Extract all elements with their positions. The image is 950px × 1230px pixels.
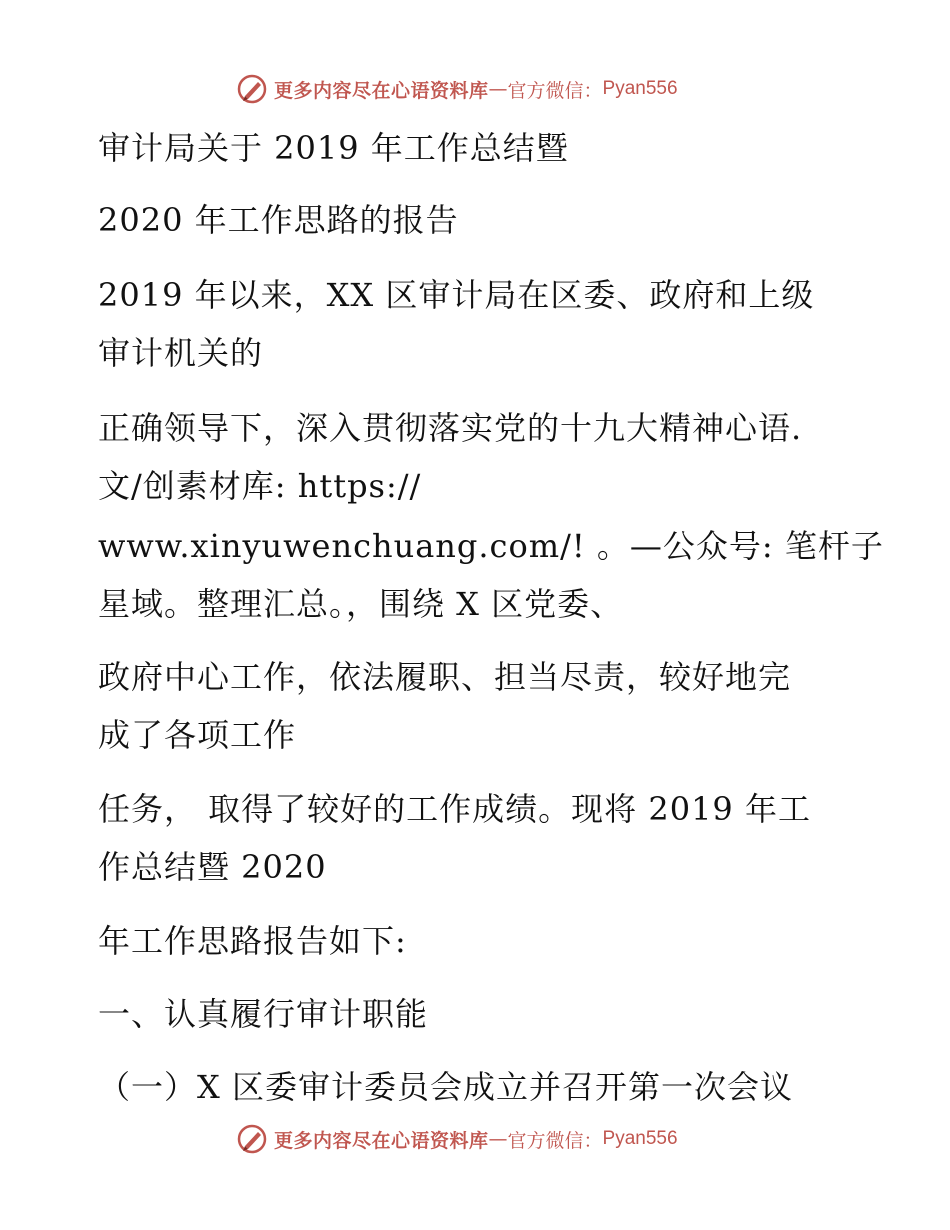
doc-line: 星域。整理汇总。，围绕 X 区党委、	[98, 585, 624, 623]
footer-watermark	[236, 1122, 678, 1156]
doc-line: 审计机关的	[98, 334, 264, 372]
pen-logo-icon	[236, 73, 268, 105]
doc-line: 年工作思路报告如下:	[98, 922, 407, 960]
section-heading: 一、认真履行审计职能	[98, 995, 429, 1033]
doc-line: 成了各项工作	[98, 716, 297, 754]
doc-line: 作总结暨 2020	[98, 848, 327, 886]
subsection-heading: （一）X 区委审计委员会成立并召开第一次会议	[98, 1068, 793, 1106]
watermark-id: Pyan556	[602, 78, 678, 99]
doc-title-line-2: 2020 年工作思路的报告	[98, 201, 459, 239]
header-watermark	[236, 72, 678, 106]
watermark-dash: —	[488, 1128, 508, 1150]
doc-line: 文/创素材库: https://	[98, 467, 422, 505]
doc-title-line-1: 审计局关于 2019 年工作总结暨	[98, 129, 569, 167]
watermark-label: 官方微信：	[507, 79, 603, 102]
doc-line: 2019 年以来，XX 区审计局在区委、政府和上级	[98, 276, 815, 314]
doc-line: 政府中心工作，依法履职、担当尽责，较好地完	[98, 658, 792, 696]
doc-line: 正确领导下，深入贯彻落实党的十九大精神心语.	[98, 409, 803, 447]
watermark-dash: —	[488, 78, 508, 100]
watermark-text: 更多内容尽在心语资料库	[274, 1129, 489, 1152]
watermark-text: 更多内容尽在心语资料库	[274, 79, 489, 102]
doc-line: 任务， 取得了较好的工作成绩。现将 2019 年工	[98, 790, 811, 828]
doc-line: www.xinyuwenchuang.com/! 。—公众号: 笔杆子	[98, 527, 884, 565]
watermark-label: 官方微信：	[507, 1129, 603, 1152]
pen-logo-icon	[236, 1123, 268, 1155]
watermark-id: Pyan556	[602, 1128, 678, 1149]
